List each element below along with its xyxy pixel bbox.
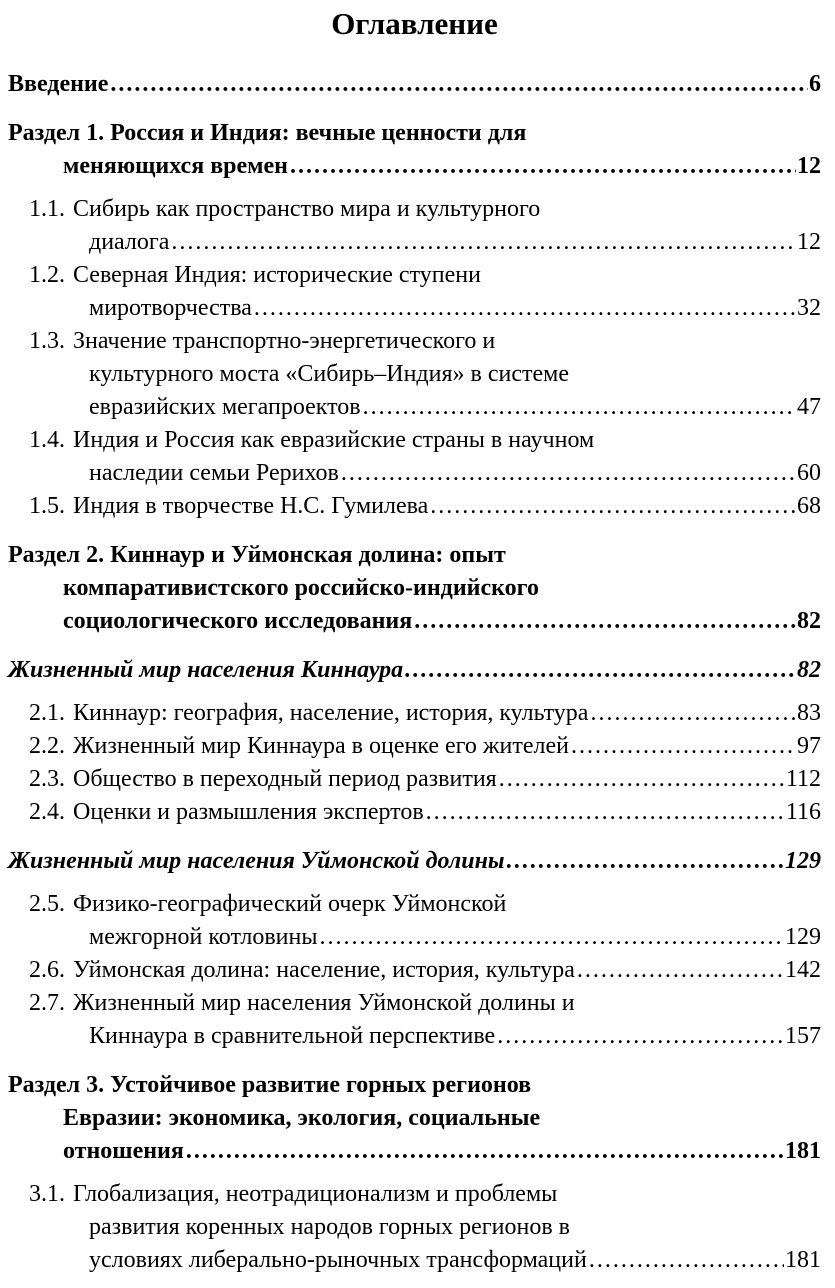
toc-entry-line [8,358,821,391]
toc-entry-line [8,391,821,424]
entry-title-text: Уймонская долина: население, история, культура [73,957,575,983]
entry-number: 3.1. [29,1181,65,1207]
toc-entry-line [8,730,821,763]
page-number: 32 [797,295,821,321]
toc-entry [8,424,821,490]
toc-entry [8,697,821,730]
toc-entry-line [8,605,821,638]
page-number: 83 [797,700,821,726]
entry-title-text: Значение транспортно-энергетического и [73,328,496,354]
entry-title-text: межгорной котловины [89,924,318,950]
toc-entry-line [8,226,821,259]
toc-entry-line [8,1102,821,1135]
entry-title-text: Введение [8,71,109,97]
toc-entry [8,490,821,523]
toc-entry-line [8,193,821,226]
entry-title-text: наследии семьи Рерихов [89,460,339,486]
toc-entry-line [8,1244,821,1277]
page-number: 181 [785,1247,821,1273]
entry-title-text: компаративистского российско-индийского [63,575,539,601]
dot-leader [254,292,796,325]
toc-entry-line [8,888,821,921]
page-title: Оглавление [331,6,498,41]
page-number: 82 [797,657,821,683]
toc-entry-line [8,654,821,687]
entry-title-text: Жизненный мир населения Уймонской долины и [73,990,575,1016]
page-number: 142 [785,957,821,983]
entry-number: 1.4. [29,427,65,453]
toc-entry [8,117,821,183]
toc-entry [8,259,821,325]
entry-title-text: Раздел 1. Россия и Индия: вечные ценности для [8,120,527,146]
entry-number: 1.1. [29,196,65,222]
dot-leader [497,1020,784,1053]
toc-entry [8,987,821,1053]
entry-title-text: меняющихся времен [63,153,288,179]
entry-number: 2.4. [29,799,65,825]
page-number: 97 [797,733,821,759]
toc-entry [8,68,821,101]
toc-entry-line [8,490,821,523]
toc-entry [8,654,821,687]
dot-leader [499,763,785,796]
entry-number: 2.2. [29,733,65,759]
dot-leader [414,605,796,638]
entry-title-text: Оценки и размышления экспертов [73,799,424,825]
entry-title-text: диалога [89,229,170,255]
entry-title-text: Жизненный мир Киннаура в оценке его жителей [73,733,569,759]
entry-title-text: Евразии: экономика, экология, социальные [63,1105,541,1131]
page-number: 12 [797,153,821,179]
entry-title-text: миротворчества [89,295,252,321]
page-number: 6 [809,71,821,97]
toc-entry-line [8,1211,821,1244]
dot-leader [186,1135,784,1168]
toc-entry-line [8,796,821,829]
entry-title-text: Сибирь как пространство мира и культурного [73,196,541,222]
toc-entry [8,796,821,829]
dot-leader [571,730,796,763]
entry-number: 2.6. [29,957,65,983]
entry-number: 2.5. [29,891,65,917]
page-number: 112 [785,766,821,792]
entry-title-text: евразийских мегапроектов [89,394,361,420]
toc-entry-line [8,572,821,605]
dot-leader [341,457,796,490]
dot-leader [320,921,785,954]
dot-leader [405,654,796,687]
toc-entry [8,730,821,763]
dot-leader [110,68,808,101]
toc-entry-line [8,1069,821,1102]
entry-title-text: условиях либерально-рыночных трансформаций [89,1247,587,1273]
page-number: 181 [785,1138,821,1164]
page-number: 12 [797,229,821,255]
entry-number: 1.3. [29,328,65,354]
dot-leader [590,697,796,730]
toc-entry-line [8,117,821,150]
entry-title-text: Индия и Россия как евразийские страны в научном [73,427,595,453]
entry-title-text: Глобализация, неотрадиционализм и проблемы [73,1181,558,1207]
page-number: 116 [785,799,821,825]
entry-number: 1.5. [29,493,65,519]
dot-leader [363,391,796,424]
entry-number: 1.2. [29,262,65,288]
entry-title-text: развития коренных народов горных регионов в [89,1214,570,1240]
page-number: 157 [785,1023,821,1049]
dot-leader [290,150,796,183]
toc-entry-line [8,921,821,954]
entry-number: 2.1. [29,700,65,726]
toc-entry-line [8,1178,821,1211]
toc-entry [8,193,821,259]
toc-entry [8,325,821,424]
entry-number: 2.3. [29,766,65,792]
toc-entry-line [8,424,821,457]
entry-title-text: культурного моста «Сибирь–Индия» в системе [89,361,569,387]
entry-number: 2.7. [29,990,65,1016]
toc-entry [8,763,821,796]
toc-entry-line [8,697,821,730]
toc-entry [8,1069,821,1168]
entry-title-text: Раздел 3. Устойчивое развитие горных регионов [8,1072,532,1098]
toc-entry-line [8,845,821,878]
dot-leader [426,796,785,829]
entry-title-text: Раздел 2. Киннаур и Уймонская долина: опыт [8,542,506,568]
toc-entry [8,954,821,987]
toc-entry-line [8,763,821,796]
entry-title-text: Киннаур: география, население, история, культура [73,700,589,726]
entry-title-text: Северная Индия: исторические ступени [73,262,481,288]
entry-title-text: Жизненный мир населения Киннаура [8,657,404,683]
toc-entry-line [8,987,821,1020]
toc-entry-line [8,1020,821,1053]
page-number: 129 [785,848,821,874]
toc-entry-line [8,457,821,490]
toc-entry [8,888,821,954]
toc-entry-line [8,325,821,358]
toc-entry [8,539,821,638]
page-number: 82 [797,608,821,634]
page-number: 68 [797,493,821,519]
entry-title-text: Жизненный мир населения Уймонской долины [8,848,505,874]
toc-entry-line [8,539,821,572]
entry-title-text: социологического исследования [63,608,413,634]
entry-title-text: Общество в переходный период развития [73,766,497,792]
entry-title-text: Физико-географический очерк Уймонской [73,891,507,917]
dot-leader [171,226,796,259]
page-number: 47 [797,394,821,420]
toc-entry [8,845,821,878]
toc-entry-line [8,150,821,183]
toc-entry [8,1178,821,1277]
dot-leader [577,954,784,987]
page-number: 129 [785,924,821,950]
toc-entry-line [8,954,821,987]
entry-title-text: Киннаура в сравнительной перспективе [89,1023,496,1049]
dot-leader [430,490,796,523]
dot-leader [507,845,784,878]
toc-entry-line [8,292,821,325]
page-number: 60 [797,460,821,486]
entry-title-text: Индия в творчестве Н.С. Гумилева [73,493,429,519]
toc-entry-line [8,1135,821,1168]
entry-title-text: отношения [63,1138,184,1164]
toc-entry-line [8,68,821,101]
table-of-contents [8,68,821,1277]
dot-leader [589,1244,784,1277]
toc-entry-line [8,259,821,292]
